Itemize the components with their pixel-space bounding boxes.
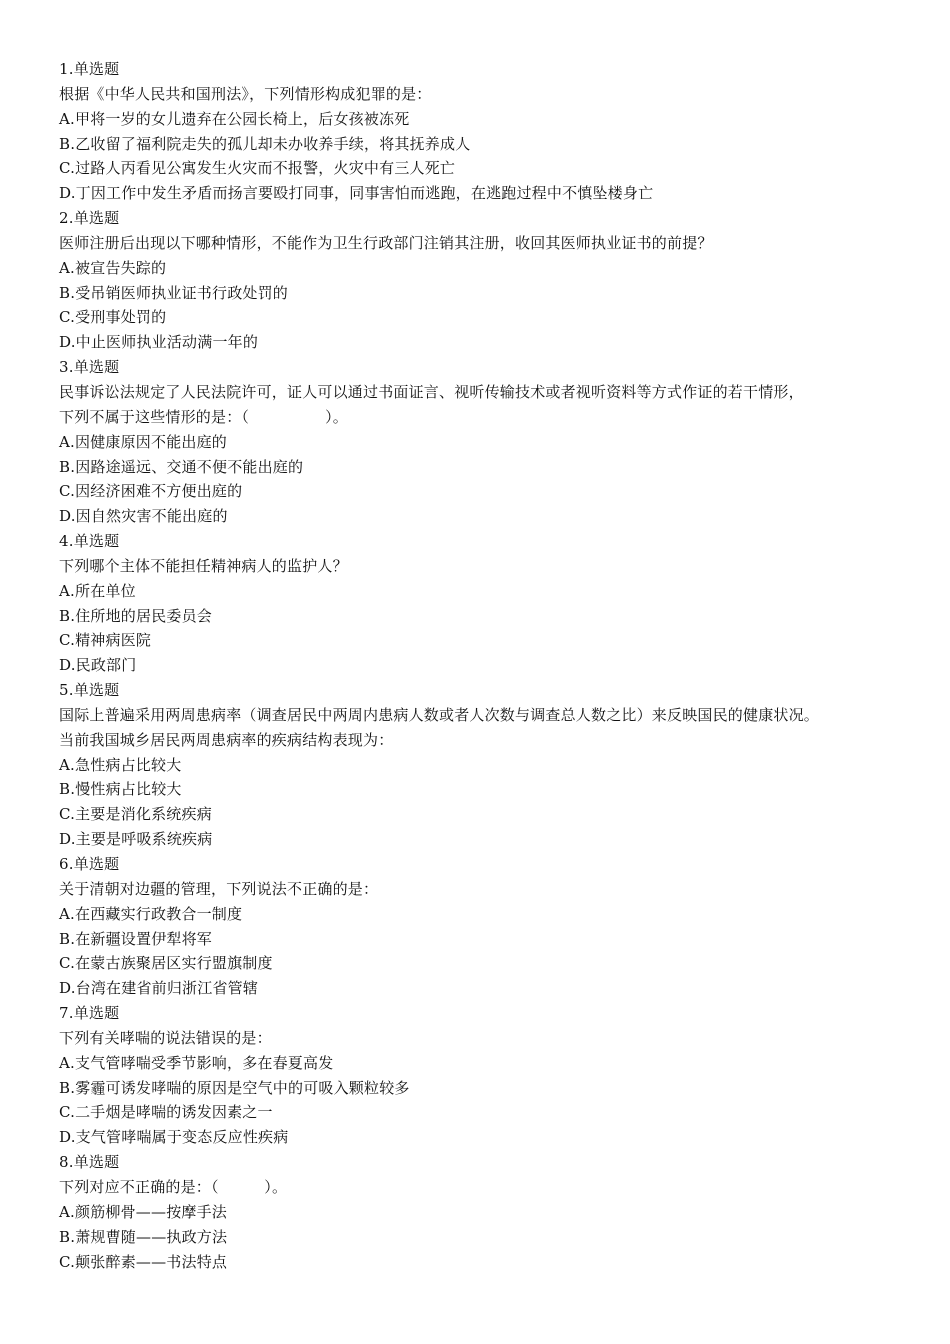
answer-option: D.丁因工作中发生矛盾而扬言要殴打同事，同事害怕而逃跑，在逃跑过程中不慎坠楼身亡 [59, 184, 654, 203]
question-header: 3.单选题 [59, 358, 120, 377]
answer-option: A.支气管哮喘受季节影响，多在春夏高发 [59, 1053, 334, 1072]
answer-option: B.在新疆设置伊犁将军 [59, 929, 212, 948]
question-8 [59, 1150, 919, 1274]
question-header: 5.单选题 [59, 681, 120, 700]
answer-option: B.住所地的居民委员会 [59, 606, 212, 625]
question-stem: 下列不属于这些情形的是：（ ）。 [59, 407, 349, 426]
answer-option: B.萧规曹随——执政方法 [59, 1227, 228, 1246]
question-stem: 下列哪个主体不能担任精神病人的监护人？ [59, 556, 348, 575]
answer-option: D.中止医师执业活动满一年的 [59, 333, 259, 352]
answer-option: A.因健康原因不能出庭的 [59, 432, 228, 451]
question-stem: 下列对应不正确的是：（ ）。 [59, 1177, 288, 1196]
question-3 [59, 355, 919, 529]
question-2 [59, 206, 919, 355]
question-header: 4.单选题 [59, 532, 120, 551]
answer-option: B.受吊销医师执业证书行政处罚的 [59, 283, 288, 302]
question-5 [59, 678, 919, 852]
question-header: 8.单选题 [59, 1153, 120, 1172]
question-header: 7.单选题 [59, 1004, 120, 1023]
answer-option: D.主要是呼吸系统疾病 [59, 830, 213, 849]
question-stem: 根据《中华人民共和国刑法》，下列情形构成犯罪的是： [59, 84, 432, 103]
question-header: 1.单选题 [59, 60, 120, 78]
question-stem: 国际上普遍采用两周患病率（调查居民中两周内患病人数或者人次数与调查总人数之比）来反映国民的健康状况。 [59, 705, 820, 724]
answer-option: D.因自然灾害不能出庭的 [59, 507, 228, 526]
question-stem: 当前我国城乡居民两周患病率的疾病结构表现为： [59, 730, 394, 749]
answer-option: C.受刑事处罚的 [59, 308, 167, 327]
answer-option: C.过路人丙看见公寓发生火灾而不报警，火灾中有三人死亡 [59, 159, 456, 178]
answer-option: D.民政部门 [59, 656, 137, 675]
question-1 [59, 57, 919, 206]
question-header: 2.单选题 [59, 209, 120, 228]
question-7 [59, 1001, 919, 1150]
answer-option: D.台湾在建省前归浙江省管辖 [59, 979, 259, 998]
answer-option: A.在西藏实行政教合一制度 [59, 904, 243, 923]
answer-option: D.支气管哮喘属于变态反应性疾病 [59, 1128, 289, 1147]
answer-option: B.雾霾可诱发哮喘的原因是空气中的可吸入颗粒较多 [59, 1078, 410, 1097]
answer-option: A.颜筋柳骨——按摩手法 [59, 1202, 228, 1221]
answer-option: B.因路途遥远、交通不便不能出庭的 [59, 457, 304, 476]
answer-option: C.在蒙古族聚居区实行盟旗制度 [59, 954, 273, 973]
question-stem: 下列有关哮喘的说法错误的是： [59, 1028, 272, 1047]
answer-option: C.精神病医院 [59, 631, 152, 650]
answer-option: C.二手烟是哮喘的诱发因素之一 [59, 1103, 273, 1122]
question-6 [59, 852, 919, 1001]
answer-option: A.急性病占比较大 [59, 755, 182, 774]
question-stem: 民事诉讼法规定了人民法院许可，证人可以通过书面证言、视听传输技术或者视听资料等方式作证的若干情形， [59, 382, 804, 401]
answer-option: A.甲将一岁的女儿遗弃在公园长椅上，后女孩被冻死 [59, 109, 410, 128]
answer-option: A.所在单位 [59, 581, 136, 600]
question-stem: 医师注册后出现以下哪种情形，不能作为卫生行政部门注销其注册，收回其医师执业证书的前提？ [59, 233, 713, 252]
answer-option: A.被宣告失踪的 [59, 258, 167, 277]
question-4 [59, 529, 919, 678]
question-header: 6.单选题 [59, 855, 120, 873]
answer-option: B.乙收留了福利院走失的孤儿却未办收养手续，将其抚养成人 [59, 134, 471, 153]
question-stem: 关于清朝对边疆的管理，下列说法不正确的是： [59, 879, 379, 898]
answer-option: C.主要是消化系统疾病 [59, 805, 212, 824]
answer-option: B.慢性病占比较大 [59, 780, 182, 799]
answer-option: C.颠张醉素——书法特点 [59, 1252, 228, 1271]
exam-document [59, 57, 919, 1274]
answer-option: C.因经济困难不方便出庭的 [59, 482, 243, 501]
